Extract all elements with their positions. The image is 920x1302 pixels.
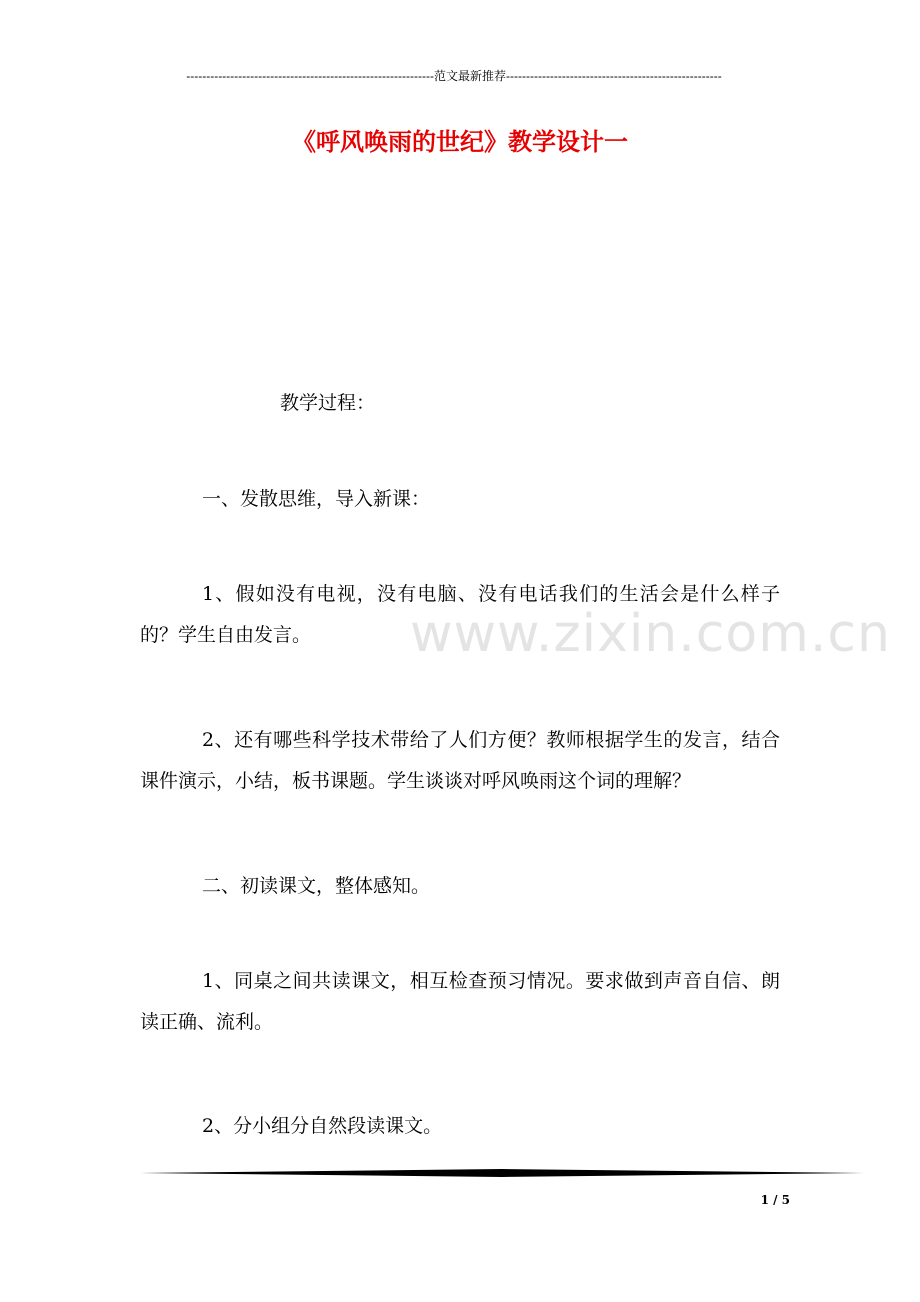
document-title: 《呼风唤雨的世纪》教学设计一: [292, 127, 628, 156]
paragraph: 2、分小组分自然段读课文。: [202, 1115, 443, 1137]
page-number: 1 / 5: [760, 1193, 790, 1207]
paragraph: 1、假如没有电视，没有电脑、没有电话我们的生活会是什么样子的？学生自由发言。: [140, 583, 780, 646]
paragraph: 1、同桌之间共读课文，相互检查预习情况。要求做到声音自信、朗读正确、流利。: [140, 970, 780, 1033]
paragraph: 教学过程：: [280, 392, 376, 414]
header-separator: --------------------------------------------------------------范文最新推荐------------------------------------------------------: [186, 69, 722, 83]
paragraph: 二、初读课文，整体感知。: [202, 875, 431, 897]
paragraph: 一、发散思维，导入新课：: [202, 488, 431, 510]
paragraph: 2、还有哪些科学技术带给了人们方便？教师根据学生的发言，结合课件演示，小结，板书课题。学生谈谈对呼风唤雨这个词的理解？: [140, 729, 780, 792]
footer-rule: [140, 1168, 864, 1178]
watermark: www.zixin.com.cn: [410, 604, 891, 664]
